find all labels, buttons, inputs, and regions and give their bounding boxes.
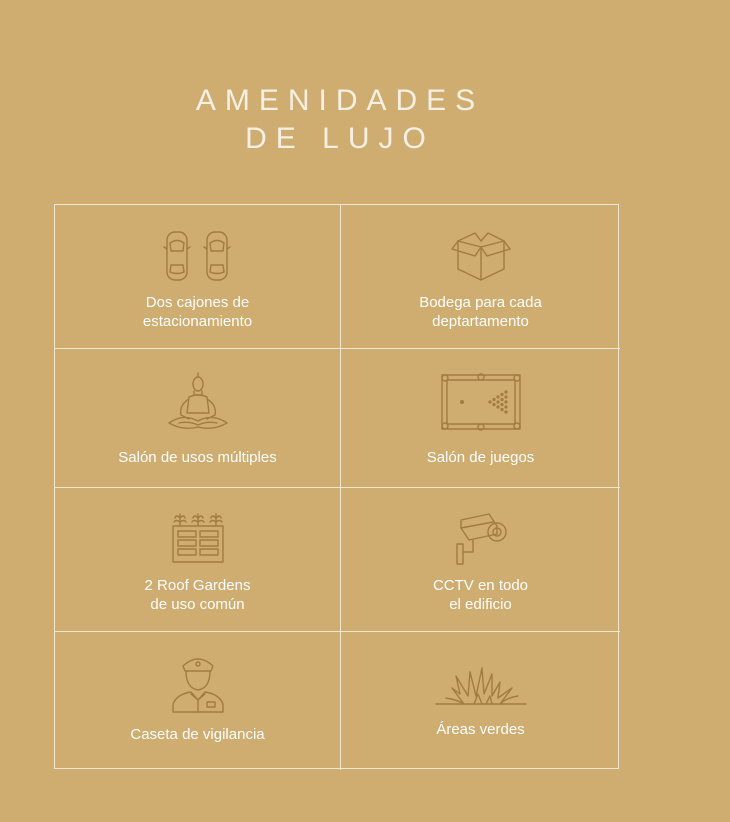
page-title: [0, 82, 680, 158]
amenity-label: CCTV en todo el edificio: [432, 577, 529, 613]
amenity-storage: [341, 205, 620, 349]
box-icon: [450, 229, 512, 283]
meditation-icon: [165, 371, 231, 433]
amenity-guard-booth: [55, 632, 341, 770]
pool-table-icon: [440, 373, 522, 431]
grass-icon: [434, 666, 528, 708]
cctv-camera-icon: [453, 510, 509, 566]
amenity-parking: [55, 205, 341, 349]
amenity-label: Bodega para cada deptartamento: [419, 294, 542, 330]
security-guard-icon: [169, 654, 227, 714]
amenity-label: Salón de usos múltiples: [118, 449, 277, 466]
cars-icon: [163, 229, 233, 283]
amenity-roof-gardens: [55, 488, 341, 632]
amenity-label: Áreas verdes: [436, 721, 525, 738]
amenity-label: Caseta de vigilancia: [130, 726, 265, 743]
amenity-green-areas: [341, 632, 620, 770]
title-line-2: DE LUJO: [245, 122, 435, 155]
amenity-label: Salón de juegos: [426, 449, 535, 466]
amenity-game-room: [341, 349, 620, 488]
amenity-cctv: [341, 488, 620, 632]
roof-garden-icon: [170, 510, 226, 564]
amenity-multipurpose-room: [55, 349, 341, 488]
amenities-grid: [54, 204, 619, 769]
title-line-1: AMENIDADES: [195, 84, 485, 117]
amenity-label: 2 Roof Gardens de uso común: [144, 577, 251, 613]
amenity-label: Dos cajones de estacionamiento: [142, 294, 253, 330]
